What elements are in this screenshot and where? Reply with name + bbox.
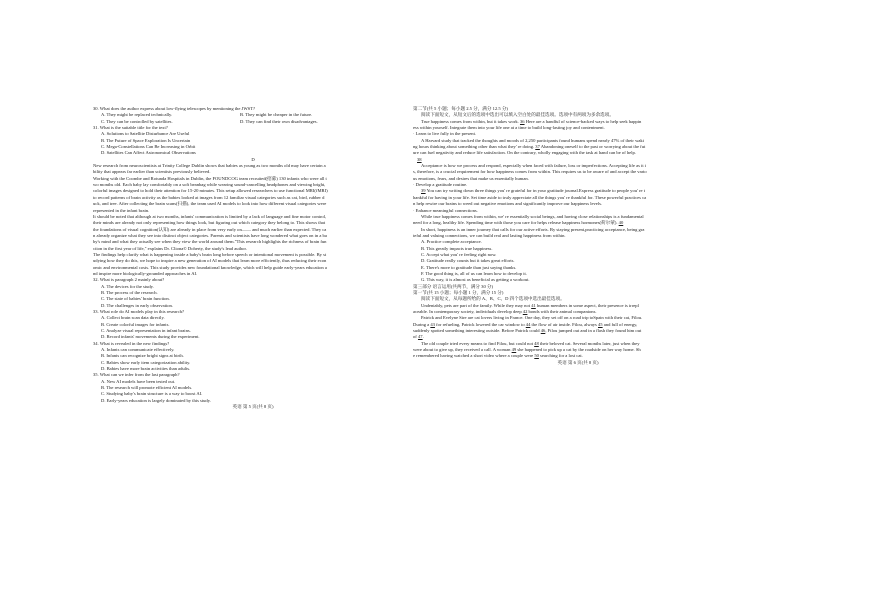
passage-text: need for a long, healthy life. Spending time with those you care for helps release happiness hormones(荷尔蒙). [413, 220, 619, 226]
cloze-text: their beloved cat. Several months later, just when they [538, 340, 640, 346]
passage-d-label: D [251, 156, 255, 162]
question-34-stem: 34. What is revealed in the new findings? [93, 340, 170, 346]
section-1-instructions: 阅读下面短文，从每题所给的 A、B、C、D 四个选项中选出最佳选项。 [421, 296, 565, 302]
q33-option[interactable]: A. Collect brain scan data directly. [101, 315, 165, 321]
passage-line: bility that appears far earlier than scientists previously believed. [93, 169, 211, 175]
passage-line: ction in the first year of life," explains Dr. Cliona© Doherty, the study's lead author. [93, 245, 247, 251]
passage-line: colorful images designed to hold their attention for 15-20 minutes. This setup allowed researchers to use functional MRI(fMRI) [93, 188, 328, 194]
cloze-text: During a [413, 321, 431, 327]
cloze-text: and full of energy, [602, 321, 638, 327]
passage-line: the foundations of visual cognition(认知) are already in place from very early on—— and much earlier than expected. They ca [93, 226, 327, 232]
cloze-text: Patrick and Evelyne Sire are cat lovers living in France. One day, they set off on a road trip toSpain with their cat, Filou. [421, 315, 643, 321]
q34-option[interactable]: A. Infants can communicate effectively. [101, 347, 175, 353]
cloze-text: The old couple tried every means to find Filou, but could not [421, 340, 535, 346]
passage-line: It should be noted that although at two months, infants' communication is limited by a lack of language and fine motor control, [93, 213, 327, 219]
q34-option[interactable]: B. Infants can recognize bright signs at birth. [101, 353, 184, 359]
passage-text: While true happiness comes from within, we' re essentially social beings, and having close relationships is a fundamental [421, 213, 644, 219]
cloze-blank[interactable]: 46 [540, 328, 546, 334]
page-footer-5: 英语 第 5 页(共 8 页) [232, 404, 274, 410]
question-30-options-row2 [93, 119, 413, 125]
answer-blank[interactable]: 39 [421, 188, 426, 194]
question-31-stem: 31. What is the suitable title for the text? [93, 125, 168, 131]
passage-line: uck, and tree. After collecting the brain scans(扫描), the team used AI models to look into how different visual categories were [93, 201, 327, 207]
passage-text: teful and valuing connections, we can build real and lasting happiness from within. [413, 232, 566, 238]
page-footer-6: 英语 第 6 页(共 8 页) [557, 359, 599, 365]
passage-text: Here are a handful of science-backed ways to help seek happin [524, 118, 642, 124]
q32-option[interactable]: C. The state of babies' brain function. [101, 296, 170, 302]
cloze-blank[interactable]: 43 [430, 321, 435, 327]
choice-option[interactable]: D. Gratitude really counts but it takes great efforts. [421, 258, 515, 264]
cloze-text: bonds with their animal companions. [527, 309, 597, 314]
cloze-blank[interactable]: 50 [534, 353, 539, 359]
passage-text: n help rewire our brains to weed out negative emotions and significantly improve our happiness levels. [413, 201, 603, 207]
passage-text: ure can fuel negativity and reduce life satisfaction. On the contrary, wholly engaging with the task at hand can be of help. [413, 150, 636, 156]
question-33-stem: 33. What role do AI models play in this research? [93, 309, 184, 314]
choice-option[interactable]: C. Accept what you' re feeling right now. [421, 251, 497, 257]
passage-text: You can try writing down three things you' re grateful for in your gratitude journal.Express gratitude to people you' re t [425, 188, 646, 194]
passage-text: · Learn to live fully in the present. [413, 131, 477, 137]
passage-text: · Develop a gratitude routine. [413, 182, 468, 188]
cloze-text: searching for a lost cat. [538, 353, 583, 359]
passage-text: s, therefore, is a crucial requirement for how happiness comes from within. This requires us to be aware of and accept the vario [413, 169, 647, 175]
passage-text: True happiness comes from within, but it takes work. [421, 118, 520, 124]
passage-text: Acceptance is how we process and respond, especially when faced with failure, loss or imperfections. Accepting life as it i [421, 163, 647, 169]
passage-line: New research from neuroscientists at Trinity College Dublin shows that babies as young as two months old may have certain a [93, 163, 326, 169]
choice-option[interactable]: G. This way, it is almost as beneficial as getting a workout. [421, 277, 530, 283]
q33-option[interactable]: C. Analyze visual representation in infant brains. [101, 328, 191, 334]
passage-text: us emotions, fears, and desires that make us essentially human. [413, 175, 529, 181]
choice-option[interactable]: A. Practice complete acceptance. [421, 239, 482, 245]
seven-choose-five-passage [413, 119, 743, 240]
q31-option[interactable]: D. Satellites Can Affect Astronomical Observations [101, 150, 196, 156]
section-2-title: 第二节(共 5 小题；每小题 2.5 分，满分 12.5 分) [413, 106, 508, 111]
passage-line: their minds are already not only representing how things look, but figuring out which category they belong to. This shows that [93, 220, 326, 226]
cloze-text: e remembered having watched a short video where a couple were [413, 353, 535, 359]
passage-text: A Harvard study that tracked the thoughts and moods of 2,250 participants found humans spend nearly 47% of their waki [421, 137, 645, 143]
answer-blank[interactable]: 38 [417, 156, 422, 162]
cloze-blank[interactable]: 45 [598, 321, 603, 327]
cloze-blank[interactable]: 47 [417, 334, 423, 340]
q32-option[interactable]: A. The devices for the study. [101, 283, 154, 289]
question-35-stem: 35. What can we infer from the last paragraph? [93, 372, 180, 378]
passage-line: udying how they do this, we hope to inspire a new generation of AI models that learn more efficiently, thus reducing their econ [93, 258, 327, 264]
q32-option[interactable]: D. The challenges in early observation. [101, 302, 173, 308]
q31-option[interactable]: A. Solutions to Satellite Disturbance Are Useful [101, 131, 190, 137]
q34-option[interactable]: D. Babies have more brain activities than adults. [101, 366, 191, 372]
part-3-title: 第三部分 语言运用(共两节，满分 30 分) [413, 283, 494, 289]
passage-line: to record patterns of brain activity as the babies looked at images from 12 familiar visual categories such as cat, bird, rubber d [93, 194, 325, 200]
cloze-blank[interactable]: 49 [511, 347, 517, 353]
passage-line: The findings help clarify what is happening inside a baby's brain long before speech or intentional movement is possible. By st [93, 251, 327, 257]
q34-option[interactable]: C. Babies show early item categorization ability. [101, 359, 191, 365]
passage-line: n already organize what they see into distinct object categories. Parents and scientists have long wondered what goes on in a ba [93, 232, 327, 238]
cloze-text: suddenly spotted something interesting outside. Before Patrick could [413, 328, 541, 334]
passage-line: omic and environmental costs. This study provides new foundational knowledge, which will help guide early-years education a [93, 264, 327, 270]
q35-option[interactable]: B. The research will promote efficient AI models. [101, 385, 193, 391]
cloze-text: of [413, 334, 418, 340]
answer-blank[interactable]: 37 [535, 144, 540, 150]
choice-option[interactable]: B. This greatly impacts true happiness. [421, 245, 493, 251]
q31-option[interactable]: B. The Future of Space Exploration Is Uncertain [101, 137, 191, 143]
passage-text: ess within yourself. Integrate them into your life one at a time to build long-lasting joy and contentment. [413, 125, 605, 131]
cloze-text: the flow of air inside. Filou, always [530, 321, 598, 327]
q32-option[interactable]: B. The process of the research. [101, 289, 158, 295]
passage-text: Abandoning oneself to the past or worrying about the fut [539, 144, 646, 150]
passage-text: ng hours thinking about something other than what they' re doing. [413, 144, 536, 150]
q33-option[interactable]: B. Create colorful images for infants. [101, 321, 170, 327]
cloze-text: Undeniably, pets are part of the family. While they may not [421, 302, 532, 308]
passage-line: represented in the infant brain. [93, 207, 150, 213]
q31-option[interactable]: C. Mega-Constellations Can Be Increasing in Orbit [101, 144, 196, 150]
q30-option-c[interactable]: C. They can be controlled by satellites. [101, 118, 173, 124]
passage-text: hankful for having in your life. Set time aside to truly appreciate all the things you' re thankful for. These powerful practices ca [413, 194, 647, 200]
passage-line: Working with the Coombe and Rotunda Hospitals in Dublin, the FOUNDCOG team recruited(招募) 130 infants who were all t [93, 175, 327, 181]
cloze-text: for refueling, Patrick lowered the car window to [434, 321, 526, 327]
cloze-blank[interactable]: 48 [534, 340, 539, 346]
cloze-text: were about to give up, they received a call. A woman [413, 347, 512, 353]
section-1-title: 第一节(共 15 小题；每小题 1 分，满分 15 分) [413, 289, 504, 295]
question-32-stem: 32. What is paragraph 2 mainly about? [93, 277, 165, 283]
q30-option-d[interactable]: D. They can find their own disadvantages. [240, 118, 318, 124]
q33-option[interactable]: D. Record infants' movements during the experiment. [101, 334, 200, 340]
right-page [413, 106, 743, 366]
q30-option-a[interactable]: A. They might be replaced technically. [101, 112, 173, 118]
passage-line: wo months old. Each baby lay comfortably on a soft beanbag while wearing sound-cancelling headphones and viewing bright, [93, 182, 326, 188]
passage-text: In short, happiness is an inner journey that calls for our active efforts. By staying present,practicing acceptance, being gra [421, 226, 645, 232]
section-2-instructions: 阅读下面短文，从短文后的选项中选出可以填入空白处的最佳选项。选项中有两项为多余选项。 [421, 112, 614, 118]
q35-option[interactable]: D. Early-years education is largely dominated by this study. [101, 397, 211, 403]
q35-option[interactable]: A. New AI models have been tested out. [101, 378, 176, 384]
passage-line: nd inspire more biologically-grounded approaches in AI. [93, 270, 198, 276]
cloze-text: she happened to pick up a cat by the roadside on her way home. Sh [516, 347, 641, 353]
answer-blank[interactable]: 36 [519, 118, 525, 124]
cloze-blank[interactable]: 41 [531, 302, 536, 308]
q35-option[interactable]: C. Studying baby's brain structure is a way to boost AI. [101, 391, 203, 397]
passage-text: · Enhance meaningful connections. [413, 207, 478, 213]
choice-option[interactable]: E. There's more to gratitude than just saying thanks. [421, 264, 517, 270]
cloze-text: . [422, 334, 424, 340]
choice-option[interactable]: F. The good thing is, all of us can learn how to develop it. [421, 270, 527, 276]
cloze-blank[interactable]: 44 [525, 321, 531, 327]
left-page [93, 106, 413, 411]
passage-d-text [93, 163, 413, 277]
q30-option-b[interactable]: B. They might be cheaper in the future. [240, 112, 313, 118]
answer-blank[interactable]: 40 [618, 220, 624, 226]
cloze-text: aceable. In contemporary society, individuals develop deep [413, 309, 523, 314]
passage-line: by's mind and what they actually see when they view the world around them."This research highlights the richness of brain fun [93, 239, 327, 245]
question-30-stem: 30. What does the author express about low-flying telescopes by mentioning the JWST? [93, 106, 256, 111]
cloze-text: human members in some aspect, their presence is irrepl [535, 302, 639, 308]
cloze-blank[interactable]: 42 [522, 309, 528, 314]
choice-list [413, 239, 743, 283]
cloze-passage [413, 303, 743, 360]
cloze-text: , Filou jumped out and in a flash they found him out [545, 328, 642, 334]
